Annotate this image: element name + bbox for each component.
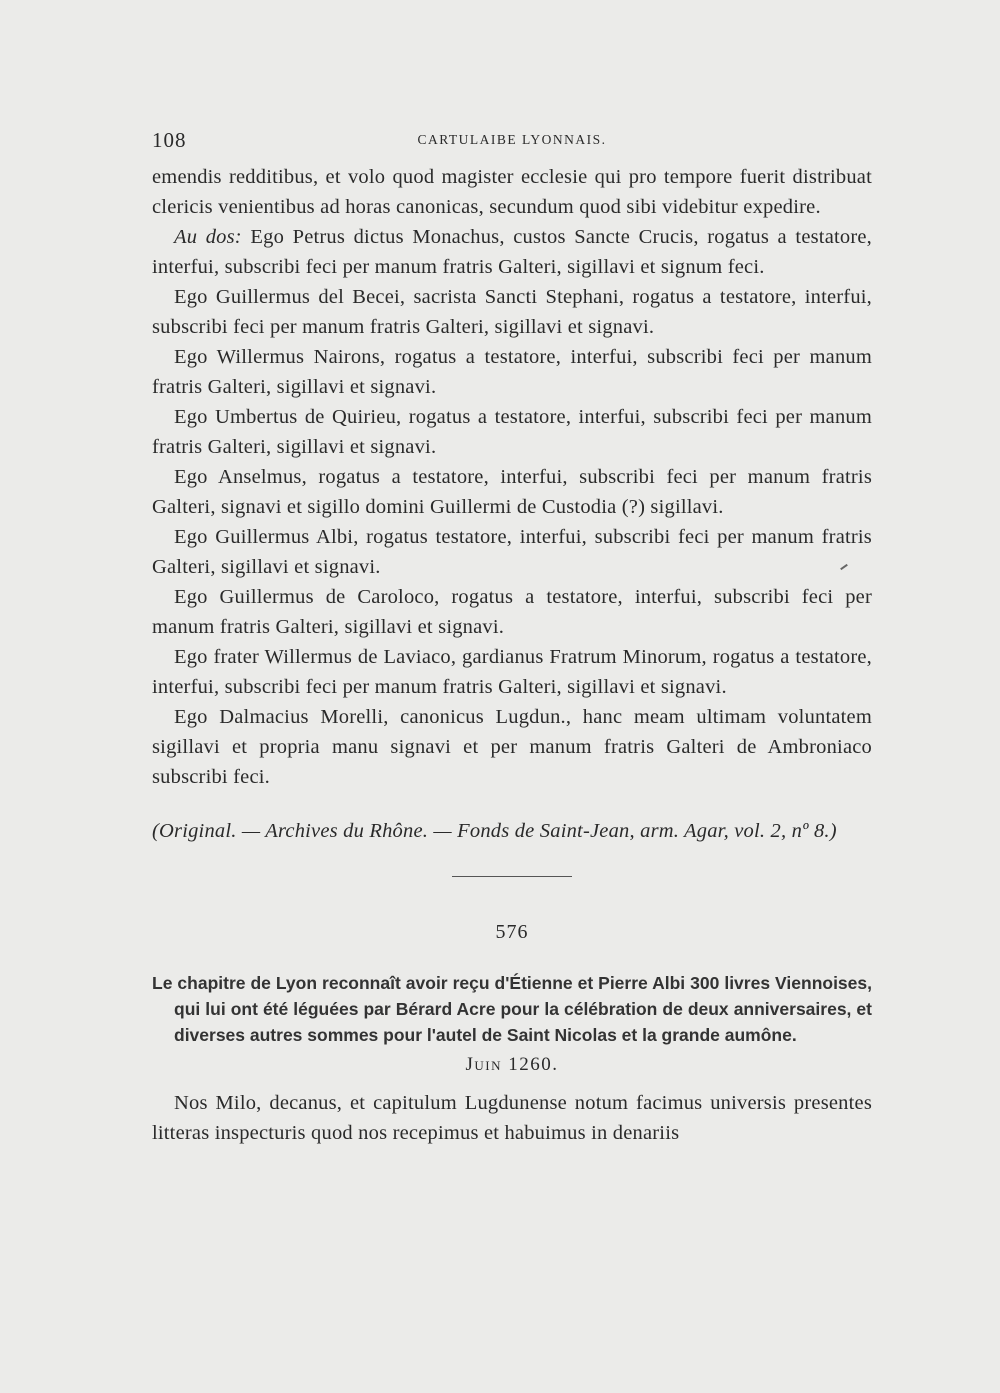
document-number: 576 — [495, 921, 529, 943]
continuation-paragraph: emendis redditibus, et volo quod magister ecclesie qui pro tempore fuerit distribuat clericis venientibus ad horas canonicas, secundum quod sibi videbitur expedire. — [152, 166, 872, 218]
signatory-paragraph: Ego frater Willermus de Laviaco, gardianus Fratrum Minorum, rogatus a testatore, interfui, subscribi feci per manum fratris Galteri, sigillavi et signavi. — [152, 646, 872, 698]
page-body — [152, 162, 872, 1148]
document-text: Nos Milo, decanus, et capitulum Lugdunense notum facimus universis presentes litteras inspecturis quod nos recepimus et habuimus in denariis — [152, 1092, 872, 1144]
au-dos-paragraph — [152, 222, 872, 282]
running-title: CARTULAIBE LYONNAIS. — [417, 132, 607, 147]
signatory-paragraph: Ego Dalmacius Morelli, canonicus Lugdun., hanc meam ultimam voluntatem sigillavi et propria manu signavi et per manum fratris Galteri de Ambroniaco subscribi feci. — [152, 706, 872, 788]
document-date: Juin 1260. — [465, 1054, 559, 1075]
page-number: 108 — [152, 128, 187, 152]
document-summary: Le chapitre de Lyon reconnaît avoir reçu d'Étienne et Pierre Albi 300 livres Viennoises, qui lui ont été léguées par Bérard Acre pour la célébration de deux anniversaires, et diverses autres sommes pour l'autel de Saint Nicolas et la grande aumône. — [152, 973, 872, 1045]
au-dos-text: Ego Petrus dictus Monachus, custos Sancte Crucis, rogatus a testatore, interfui, subscribi feci per manum fratris Galteri, sigillavi et signum feci. — [152, 226, 872, 278]
section-divider — [452, 876, 572, 877]
signatory-paragraph: Ego Anselmus, rogatus a testatore, interfui, subscribi feci per manum fratris Galteri, signavi et sigillo domini Guillermi de Custodia (?) sigillavi. — [152, 466, 872, 518]
au-dos-label: Au dos: — [174, 226, 242, 248]
page-header — [152, 128, 872, 158]
signatory-paragraph: Ego Umbertus de Quirieu, rogatus a testatore, interfui, subscribi feci per manum fratris Galteri, sigillavi et signavi. — [152, 406, 872, 458]
signatory-paragraph: Ego Willermus Nairons, rogatus a testatore, interfui, subscribi feci per manum fratris Galteri, sigillavi et signavi. — [152, 346, 872, 398]
signatory-paragraph: Ego Guillermus de Caroloco, rogatus a testatore, interfui, subscribi feci per manum fratris Galteri, sigillavi et signavi. — [152, 586, 872, 638]
source-citation: (Original. — Archives du Rhône. — Fonds de Saint-Jean, arm. Agar, vol. 2, nº 8.) — [152, 820, 837, 842]
signatory-paragraph: Ego Guillermus Albi, rogatus testatore, interfui, subscribi feci per manum fratris Galteri, sigillavi et signavi. — [152, 526, 872, 578]
signatory-paragraph: Ego Guillermus del Becei, sacrista Sancti Stephani, rogatus a testatore, interfui, subscribi feci per manum fratris Galteri, sigillavi et signavi. — [152, 286, 872, 338]
